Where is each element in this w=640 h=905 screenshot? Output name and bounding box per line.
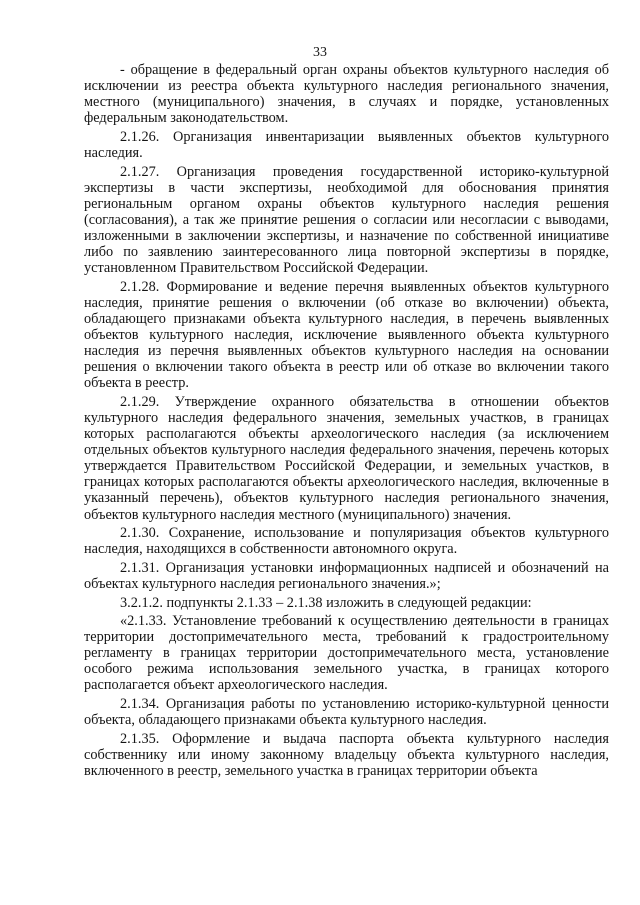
paragraph-request-exclusion: - обращение в федеральный орган охраны объектов культурного наследия об исключении из реестра объекта культурного наследия регионального значения, местного (муниципального) значения, в случаях и порядке, установленных федеральным законодательством. (84, 62, 609, 127)
page-number: 33 (313, 45, 327, 60)
paragraph-2-1-28: 2.1.28. Формирование и ведение перечня выявленных объектов культурного наследия, принятие решения о включении (об отказе во включении) объекта, обладающего признаками объекта культурного наследия, в перечень выявленных объектов культурного наследия, исключение выявленного объекта культурного наследия из перечня выявленных объектов культурного наследия на основании решения о включении такого объекта в реестр или об отказе во включении такого объекта в реестр. (84, 278, 609, 392)
paragraph-2-1-31: 2.1.31. Организация установки информационных надписей и обозначений на объектах культурного наследия регионального значения.»; (84, 559, 609, 592)
paragraph-3-2-1-2: 3.2.1.2. подпункты 2.1.33 – 2.1.38 изложить в следующей редакции: (120, 594, 532, 611)
paragraph-2-1-30: 2.1.30. Сохранение, использование и популяризация объектов культурного наследия, находящихся в собственности автономного округа. (84, 525, 609, 558)
paragraph-2-1-34: 2.1.34. Организация работы по установлению историко-культурной ценности объекта, обладающего признаками объекта культурного наследия. (84, 696, 609, 729)
paragraph-2-1-35: 2.1.35. Оформление и выдача паспорта объекта культурного наследия собственнику или иному законному владельцу объекта культурного наследия, включенного в реестр, земельного участка в границах территории объекта (84, 730, 609, 779)
document-body (84, 62, 609, 782)
paragraph-2-1-29: 2.1.29. Утверждение охранного обязательства в отношении объектов культурного наследия федерального значения, земельных участков, в границах которых располагаются объекты археологического наследия (за исключением отдельных объектов культурного наследия федерального значения, перечень которых утверждается Правительством Российской Федерации, и земельных участков, в границах которых располагаются объекты археологического наследия, включенные в указанный перечень), объектов культурного наследия регионального значения, объектов культурного наследия местного (муниципального) значения. (84, 393, 609, 523)
paragraph-2-1-33: «2.1.33. Установление требований к осуществлению деятельности в границах территории достопримечательного места, требований к градостроительному регламенту в границах территории достопримечательного места, установление особого режима использования земельного участка, в границах которого располагается объект археологического наследия. (84, 613, 609, 694)
paragraph-2-1-27: 2.1.27. Организация проведения государственной историко-культурной экспертизы в части экспертизы, необходимой для обоснования принятия региональным органом охраны объектов культурного наследия решения (согласования), а так же принятие решения о согласии или несогласии с выводами, изложенными в заключении экспертизы, и назначение по собственной инициативе либо по заявлению заинтересованного лица повторной экспертизы в порядке, установленном Правительством Российской Федерации. (84, 163, 609, 277)
paragraph-2-1-26: 2.1.26. Организация инвентаризации выявленных объектов культурного наследия. (84, 128, 609, 161)
